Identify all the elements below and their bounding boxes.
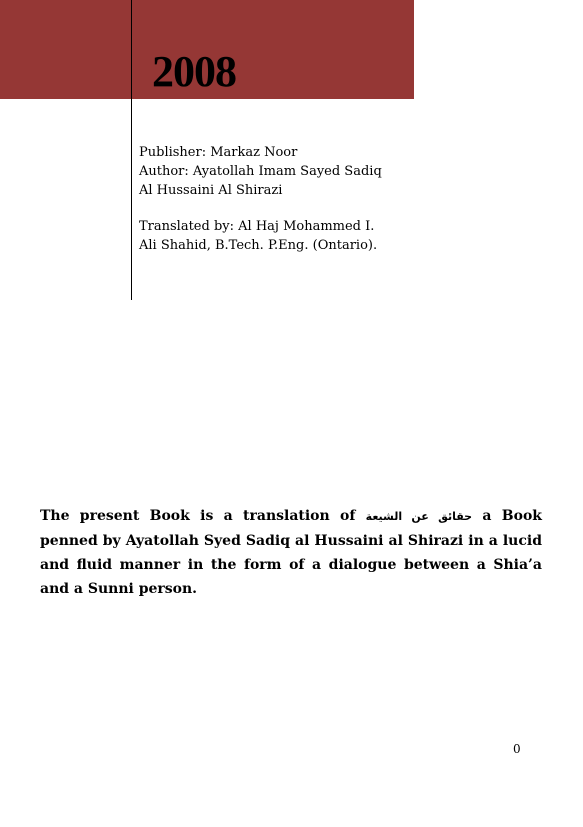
credits-spacer [139,200,439,217]
publication-year: 2008 [152,47,236,96]
author-line-2: Al Hussaini Al Shirazi [139,183,283,198]
translator-line-2: Ali Shahid, B.Tech. P.Eng. (Ontario). [139,238,378,253]
description-rest: a Book penned by Ayatollah Syed Sadiq al Hussaini al Shirazi in a lucid and fluid manner in the form of a dialogue between a Shia’a and a Sunni person. [40,508,543,597]
credits-block [139,143,439,255]
translator-line-1: Translated by: Al Haj Mohammed I. [139,219,375,234]
page-number: 0 [513,742,521,756]
vertical-divider [131,0,132,300]
publisher-line: Publisher: Markaz Noor [139,145,298,160]
book-description [40,504,542,601]
author-line-1: Author: Ayatollah Imam Sayed Sadiq [139,164,382,179]
description-intro: The present Book is a translation of [40,508,366,524]
arabic-book-title: حقائق عن الشيعة [365,510,473,523]
